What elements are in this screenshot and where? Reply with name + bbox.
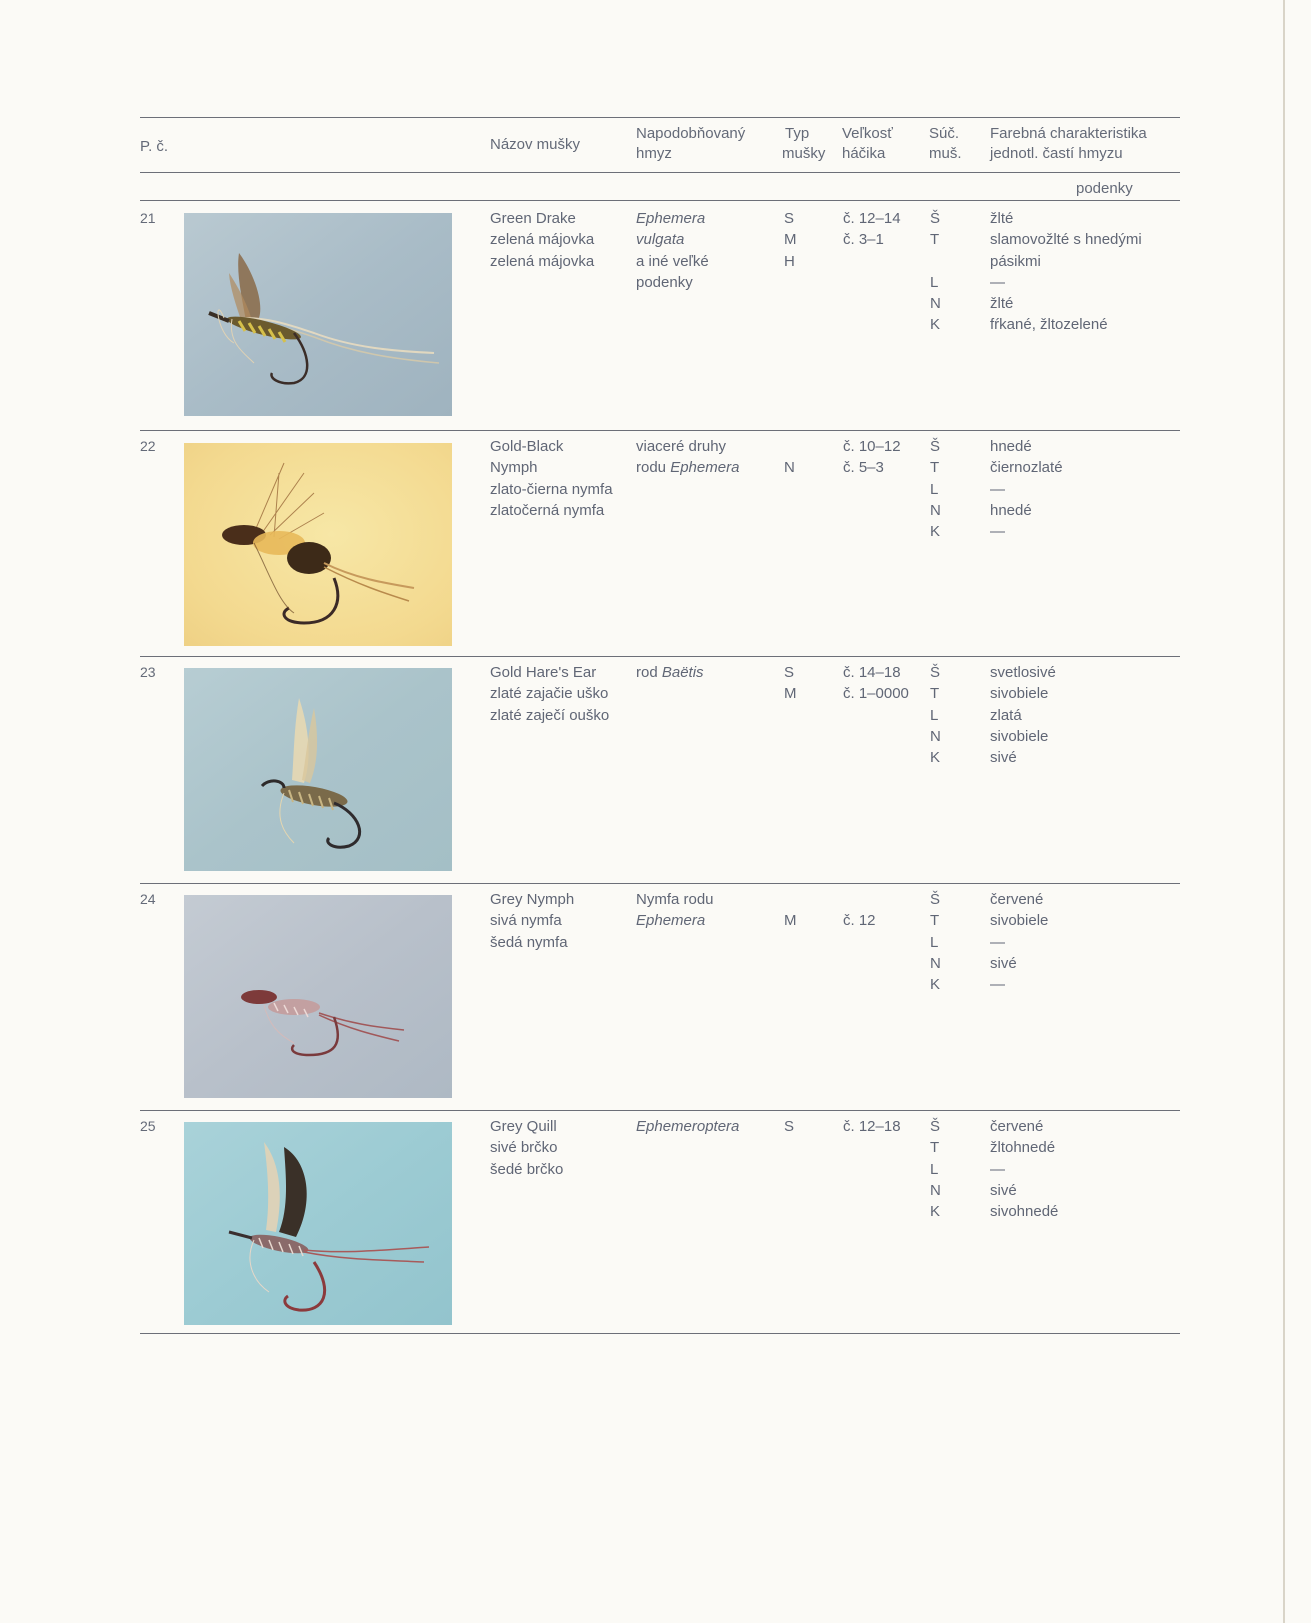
header-imitated-insect: Napodobňovaný hmyz xyxy=(636,125,746,162)
fly-name-cell: Grey Nymph sivá nymfa šedá nymfa xyxy=(490,891,575,951)
header-bottom-rule xyxy=(140,172,1180,173)
color-cell: svetlosivé sivobiele zlatá sivobiele sivé xyxy=(990,664,1056,767)
insect-cell: Ephemera vulgata a iné veľké podenky xyxy=(636,210,709,291)
category-rule xyxy=(140,200,1180,201)
color-cell: hnedé čiernozlaté — hnedé — xyxy=(990,438,1063,541)
header-fly-part: Súč. muš. xyxy=(929,125,962,162)
header-hook-size: Veľkosť háčika xyxy=(842,125,893,162)
hook-size-cell: č. 12 xyxy=(843,912,876,930)
hook-size-cell: č. 12–18 xyxy=(843,1118,901,1135)
fly-type-cell: M xyxy=(784,912,797,930)
row-separator xyxy=(140,1110,1180,1111)
category-label: podenky xyxy=(1076,180,1133,197)
fly-part-cell: Š T L N K xyxy=(930,1118,941,1221)
row-number: 23 xyxy=(140,664,156,680)
fly-name-cell: Gold Hare's Ear zlaté zajačie uško zlaté zaječí ouško xyxy=(490,664,610,724)
header-number: P. č. xyxy=(140,138,169,155)
fly-type-cell: S M xyxy=(784,664,797,703)
header-fly-type: Typ mušky xyxy=(782,125,826,162)
color-cell: červené sivobiele — sivé — xyxy=(990,891,1049,994)
header-fly-name: Názov mušky xyxy=(490,136,581,153)
fly-name-cell: Green Drake zelená májovka zelená májovka xyxy=(490,210,595,270)
hook-size-cell: č. 14–18 č. 1–0000 xyxy=(843,664,909,703)
page-edge xyxy=(1283,0,1285,1623)
color-cell: žlté slamovožlté s hnedými pásikmi — žlté fŕkané, žltozelené xyxy=(990,210,1142,334)
row-number: 25 xyxy=(140,1118,156,1134)
fly-name-cell: Grey Quill sivé brčko šedé brčko xyxy=(490,1118,564,1178)
fly-photo-grey-quill xyxy=(184,1122,452,1325)
fly-part-cell: Š T L N K xyxy=(930,438,941,541)
fly-name-cell: Gold-Black Nymph zlato-čierna nymfa zlatočerná nymfa xyxy=(490,438,613,519)
fly-part-cell: Š T L N K xyxy=(930,664,941,767)
fly-photo-gold-hares-ear xyxy=(184,668,452,871)
row-separator xyxy=(140,430,1180,431)
row-separator xyxy=(140,883,1180,884)
hook-size-cell: č. 12–14 č. 3–1 xyxy=(843,210,901,249)
hook-size-cell: č. 10–12 č. 5–3 xyxy=(843,438,901,477)
row-number: 22 xyxy=(140,438,156,454)
bottom-rule xyxy=(140,1333,1180,1334)
insect-cell: Nymfa rodu Ephemera xyxy=(636,891,714,930)
insect-cell: rod Baëtis xyxy=(636,664,704,681)
insect-cell: viaceré druhy rodu Ephemera xyxy=(636,438,740,477)
fly-type-cell: S xyxy=(784,1118,795,1135)
fly-type-cell: N xyxy=(784,459,795,477)
header-color-characteristics: Farebná charakteristika jednotl. častí hmyzu xyxy=(990,125,1147,162)
fly-photo-green-drake xyxy=(184,213,452,416)
row-number: 21 xyxy=(140,210,156,226)
fly-type-cell: S M H xyxy=(784,210,797,270)
fly-photo-gold-black-nymph xyxy=(184,443,452,646)
color-cell: červené žltohnedé — sivé sivohnedé xyxy=(990,1118,1059,1221)
fly-part-cell: Š T L N K xyxy=(930,891,941,994)
row-number: 24 xyxy=(140,891,156,907)
fly-photo-grey-nymph xyxy=(184,895,452,1098)
fly-part-cell: Š T L N K xyxy=(930,210,941,334)
top-rule xyxy=(140,117,1180,118)
insect-cell: Ephemeroptera xyxy=(636,1118,740,1135)
row-separator xyxy=(140,656,1180,657)
